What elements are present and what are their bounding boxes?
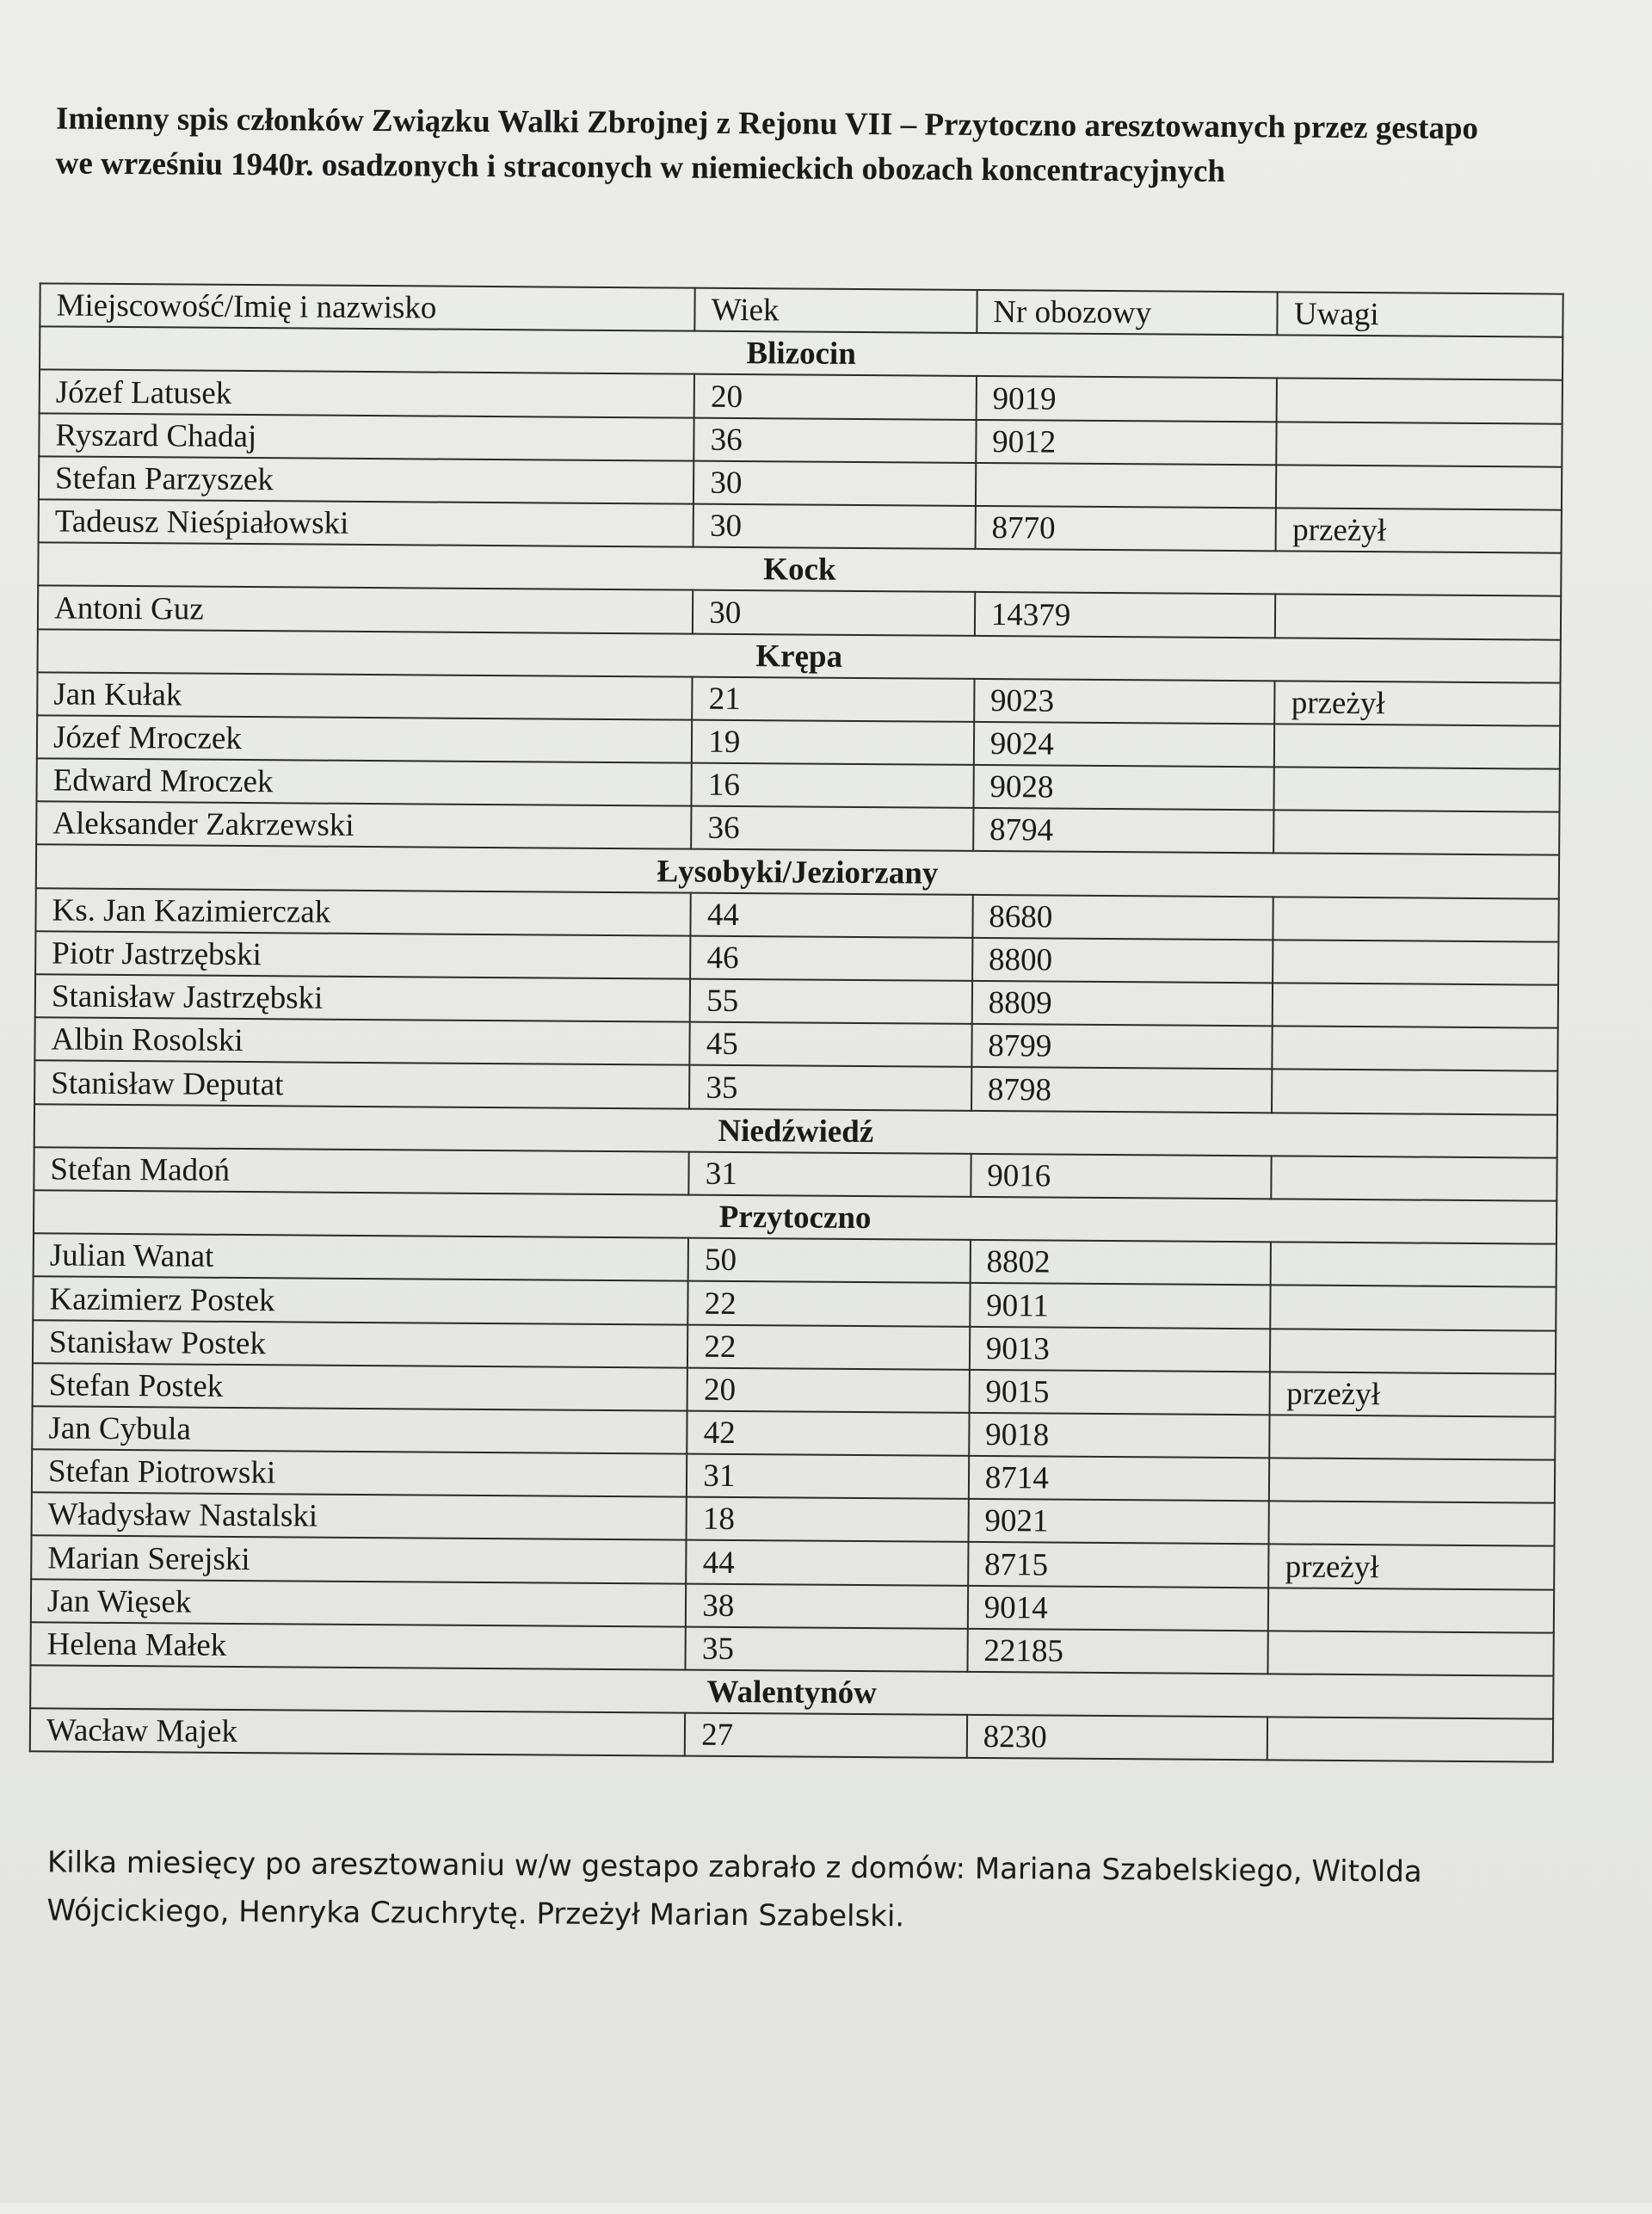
cell-notes (1274, 724, 1560, 769)
location-name: Niedźwiedź (34, 1104, 1557, 1158)
cell-camp-number: 9016 (971, 1154, 1272, 1200)
cell-notes (1269, 1458, 1555, 1503)
cell-name: Piotr Jastrzębski (35, 931, 691, 979)
cell-notes: przeżył (1270, 1372, 1556, 1417)
cell-camp-number: 9028 (973, 765, 1274, 811)
cell-camp-number: 8802 (970, 1240, 1271, 1286)
location-name: Blizocin (40, 327, 1563, 381)
cell-camp-number: 9018 (969, 1413, 1270, 1459)
cell-camp-number: 9014 (968, 1586, 1269, 1631)
cell-name: Stefan Parzyszek (39, 456, 694, 504)
cell-name: Stanisław Deputat (34, 1061, 690, 1109)
cell-notes (1273, 983, 1558, 1028)
cell-name: Kazimierz Postek (33, 1277, 688, 1325)
cell-age: 35 (686, 1626, 968, 1671)
cell-camp-number: 8798 (971, 1067, 1273, 1113)
cell-age: 42 (687, 1410, 970, 1455)
location-name: Łysobyki/Jeziorzany (36, 845, 1559, 899)
cell-age: 44 (686, 1540, 968, 1585)
cell-age: 22 (687, 1324, 970, 1369)
location-name: Walentynów (30, 1665, 1553, 1719)
cell-notes (1271, 1242, 1556, 1287)
cell-name: Stanisław Jastrzębski (35, 974, 691, 1022)
cell-name: Władysław Nastalski (32, 1493, 687, 1541)
cell-camp-number: 8799 (971, 1024, 1273, 1070)
cell-age: 27 (685, 1713, 967, 1758)
cell-name: Marian Serejski (31, 1536, 687, 1584)
cell-notes (1271, 1286, 1556, 1331)
cell-camp-number: 8715 (968, 1542, 1269, 1588)
document-title: Imienny spis członków Związku Walki Zbrojnej z Rejonu VII – Przytoczno aresztowanych przez gestapo we wrześniu 1940r. osadzonych i straconych w niemieckich obozach koncentracyjnych (55, 101, 1479, 189)
cell-name: Ryszard Chadaj (39, 413, 694, 461)
cell-age: 18 (687, 1497, 969, 1542)
cell-notes (1272, 1070, 1557, 1115)
cell-name: Antoni Guz (38, 586, 693, 634)
cell-name: Stanisław Postek (33, 1320, 688, 1368)
cell-age: 22 (688, 1281, 971, 1326)
cell-camp-number: 8680 (972, 895, 1273, 940)
cell-notes (1269, 1502, 1555, 1547)
cell-notes (1276, 465, 1562, 510)
cell-name: Tadeusz Nieśpiałowski (39, 499, 694, 547)
cell-age: 44 (691, 892, 973, 937)
cell-camp-number: 9015 (969, 1370, 1270, 1415)
cell-camp-number (976, 463, 1277, 509)
cell-notes (1274, 767, 1560, 812)
location-name: Kock (38, 542, 1561, 596)
members-table-wrapper (29, 282, 1564, 1763)
cell-name: Jan Kułak (37, 672, 693, 720)
cell-age: 50 (688, 1238, 971, 1283)
table-body (30, 327, 1563, 1763)
cell-name: Józef Latusek (40, 370, 695, 418)
cell-camp-number: 9013 (970, 1326, 1271, 1372)
cell-age: 38 (686, 1583, 968, 1628)
cell-name: Wacław Majek (30, 1708, 686, 1756)
cell-name: Jan Cybula (32, 1406, 687, 1454)
cell-notes (1277, 422, 1563, 467)
cell-camp-number: 22185 (967, 1629, 1268, 1674)
cell-age: 31 (687, 1454, 969, 1499)
cell-name: Józef Mroczek (37, 715, 693, 763)
cell-age: 20 (694, 374, 977, 419)
cell-notes (1270, 1415, 1556, 1460)
cell-camp-number: 9012 (976, 419, 1277, 465)
cell-camp-number: 9019 (976, 376, 1277, 422)
cell-notes (1272, 1156, 1557, 1201)
cell-age: 20 (687, 1367, 970, 1412)
cell-notes (1268, 1631, 1554, 1676)
cell-camp-number: 8770 (975, 506, 1276, 552)
cell-age: 30 (693, 460, 976, 505)
members-table (29, 282, 1564, 1763)
cell-notes (1270, 1329, 1556, 1374)
cell-name: Albin Rosolski (34, 1018, 690, 1066)
footer-note: Kilka miesięcy po aresztowaniu w/w gestapo zabrało z domów: Mariana Szabelskiego, Witolda Wójcickiego, Henryka Czuchrytę. Przeżył Marian Szabelski. (46, 1845, 1422, 1934)
cell-age: 30 (693, 504, 976, 549)
cell-camp-number: 8809 (972, 981, 1273, 1027)
cell-camp-number: 9023 (974, 679, 1275, 725)
cell-notes (1268, 1588, 1554, 1633)
cell-notes: przeżył (1275, 681, 1561, 726)
cell-camp-number: 14379 (975, 592, 1276, 638)
cell-name: Ks. Jan Kazimierczak (35, 888, 691, 936)
cell-camp-number: 9011 (970, 1283, 1271, 1329)
cell-age: 19 (692, 720, 974, 765)
cell-name: Aleksander Zakrzewski (36, 802, 692, 850)
header-notes: Uwagi (1278, 292, 1563, 337)
cell-age: 31 (689, 1151, 971, 1196)
cell-name: Helena Małek (30, 1622, 686, 1670)
cell-notes (1273, 940, 1558, 985)
cell-name: Stefan Madoń (34, 1147, 689, 1195)
cell-name: Julian Wanat (34, 1233, 689, 1281)
cell-age: 55 (690, 979, 972, 1024)
cell-age: 46 (690, 935, 972, 980)
cell-notes: przeżył (1276, 508, 1562, 553)
cell-age: 16 (692, 763, 974, 808)
cell-camp-number: 8714 (969, 1456, 1270, 1502)
header-name: Miejscowość/Imię i nazwisko (40, 283, 695, 331)
cell-camp-number: 8794 (973, 808, 1274, 854)
cell-notes (1275, 595, 1561, 640)
location-name: Przytoczno (34, 1190, 1556, 1244)
cell-age: 45 (690, 1022, 972, 1067)
cell-notes (1273, 897, 1559, 942)
cell-name: Jan Więsek (31, 1579, 687, 1627)
header-age: Wiek (695, 288, 977, 333)
header-camp-number: Nr obozowy (977, 290, 1278, 336)
cell-camp-number: 9024 (974, 722, 1275, 768)
cell-name: Edward Mroczek (36, 758, 692, 806)
location-name: Krępa (38, 629, 1561, 683)
cell-name: Stefan Piotrowski (32, 1449, 687, 1497)
cell-notes (1274, 811, 1560, 856)
cell-age: 35 (689, 1065, 971, 1110)
cell-notes (1267, 1718, 1553, 1763)
cell-notes: przeżył (1269, 1545, 1555, 1590)
cell-age: 36 (694, 417, 977, 462)
cell-camp-number: 9021 (968, 1499, 1269, 1545)
cell-camp-number: 8230 (967, 1715, 1268, 1761)
cell-notes (1277, 379, 1563, 424)
cell-age: 36 (691, 806, 973, 851)
cell-camp-number: 8800 (972, 938, 1273, 984)
cell-name: Stefan Postek (33, 1363, 688, 1411)
cell-age: 21 (692, 676, 974, 721)
cell-notes (1273, 1027, 1558, 1072)
cell-age: 30 (693, 590, 975, 635)
